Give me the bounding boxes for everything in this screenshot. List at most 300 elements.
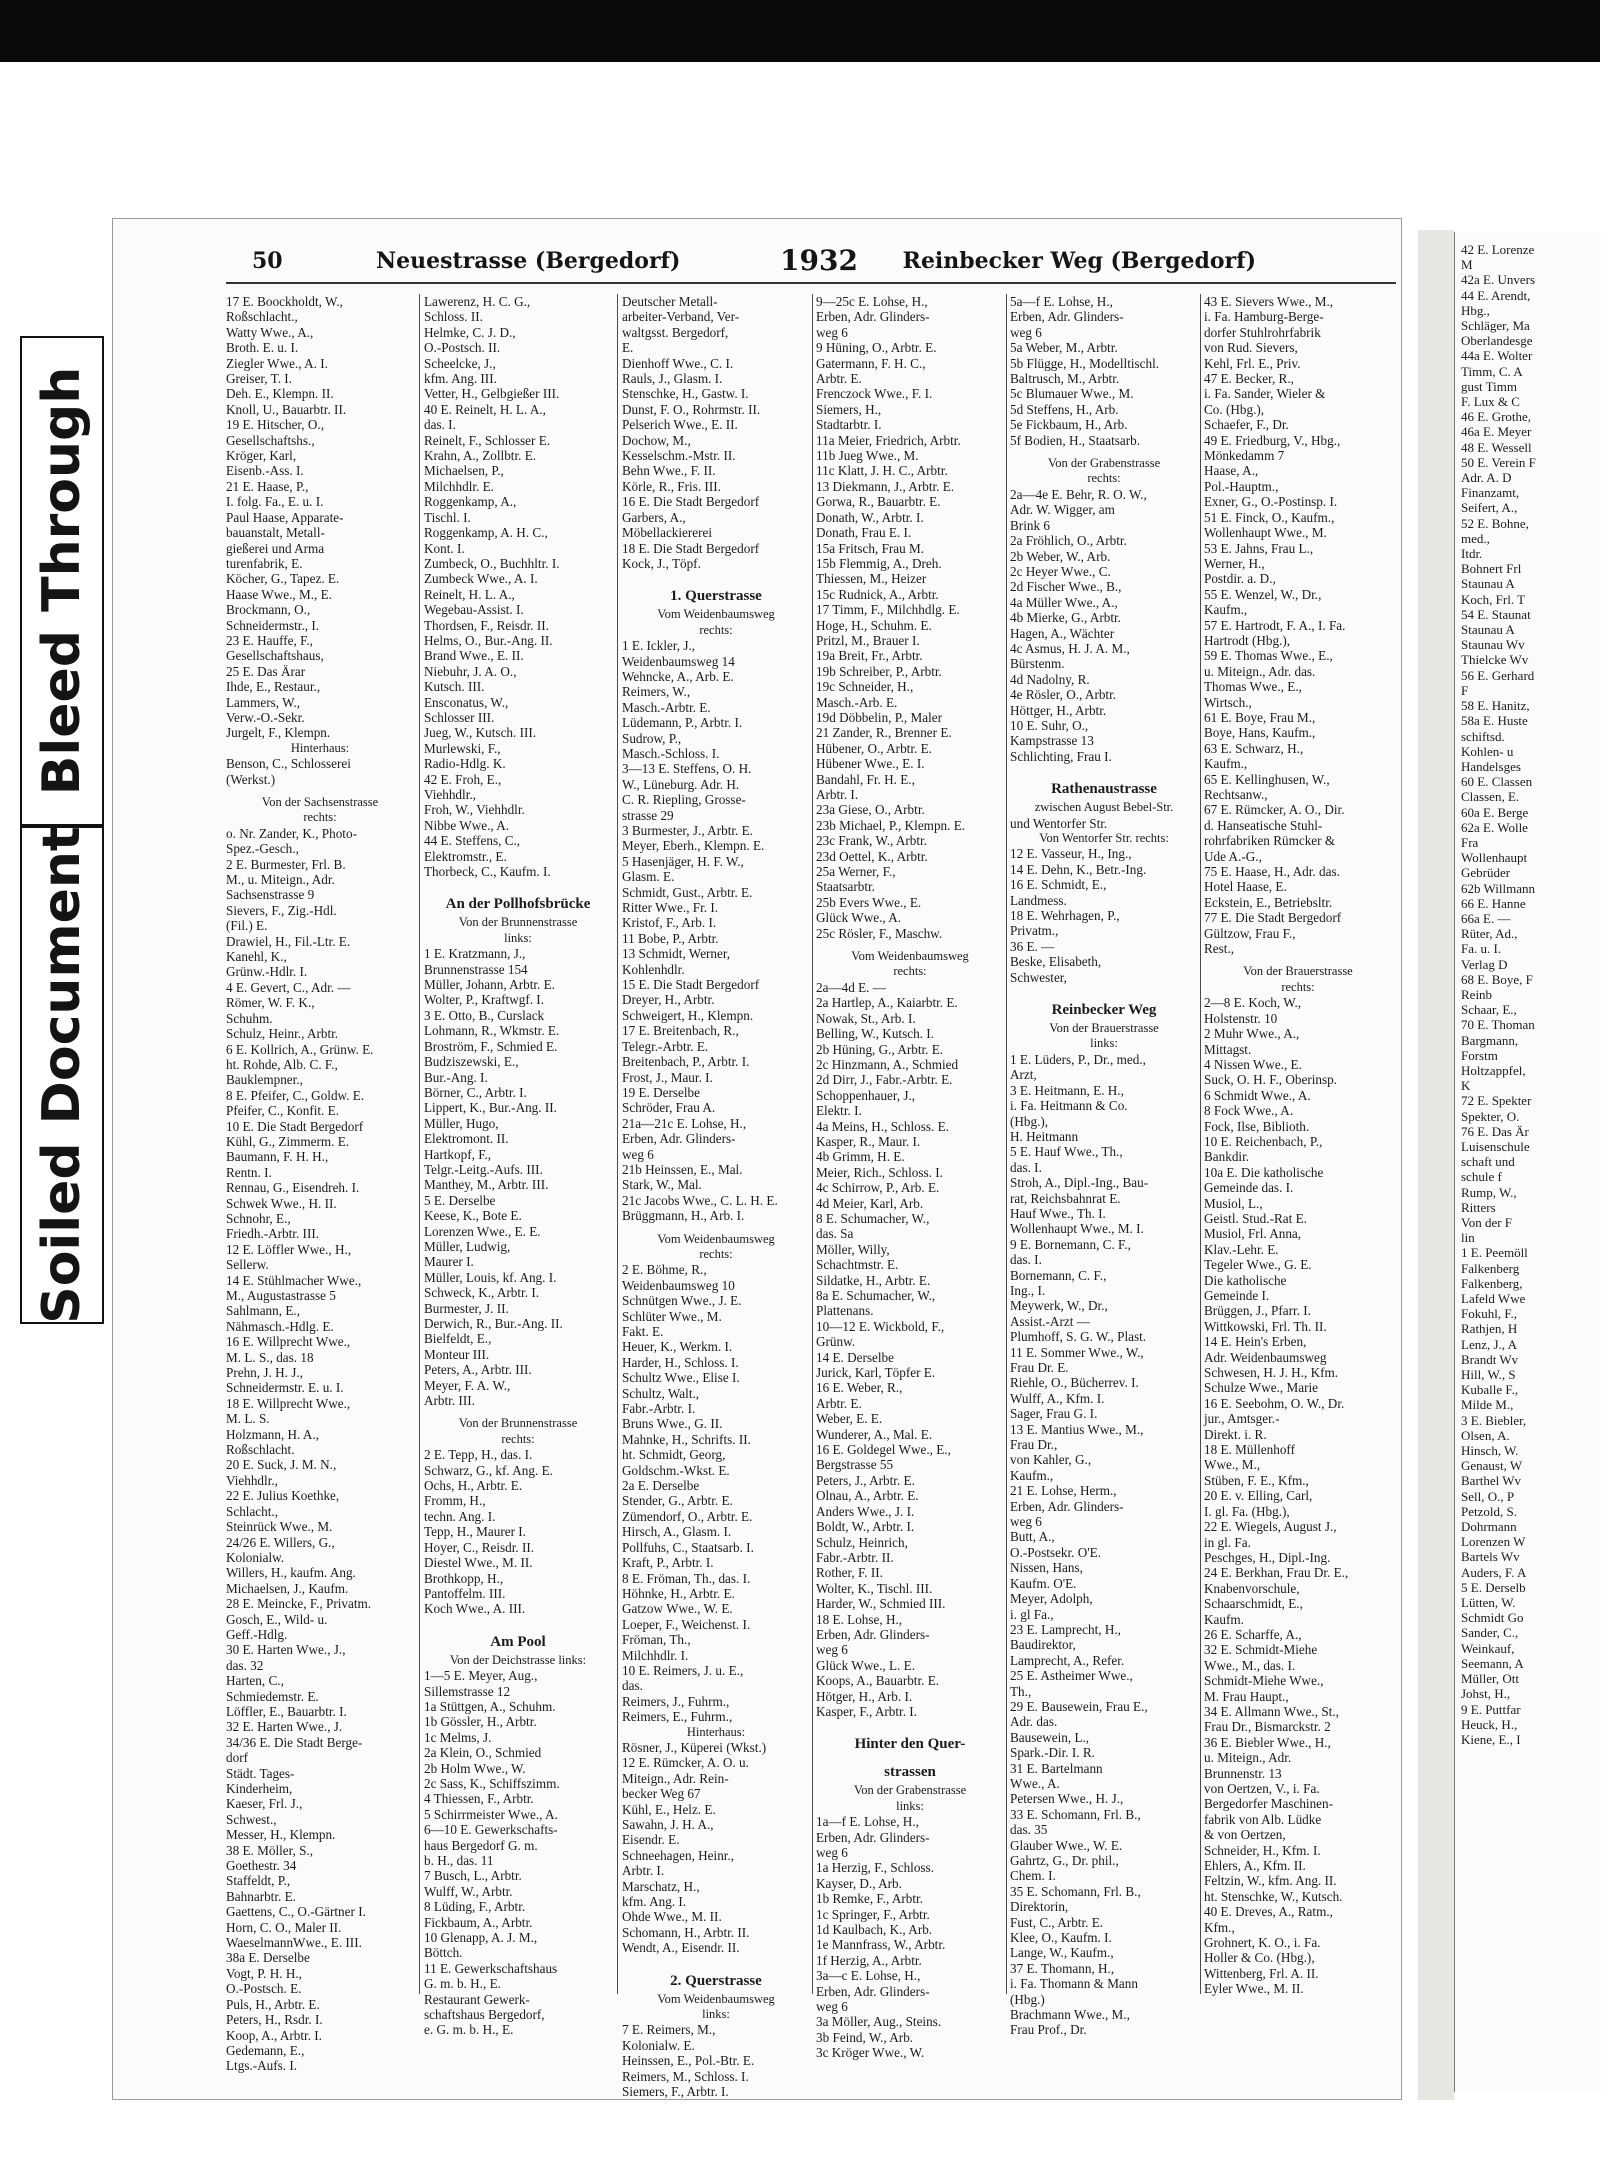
directory-entry: Boldt, W., Arbtr. I. xyxy=(816,1519,915,1535)
column-divider xyxy=(419,294,420,1994)
directory-entry: O.-Postsekr. O'E. xyxy=(1010,1544,1102,1560)
directory-entry: Frau Dr., Bismarckstr. 2 xyxy=(1204,1719,1331,1735)
directory-entry: 28 E. Meincke, F., Privatm. xyxy=(226,1596,372,1612)
directory-entry: Bürstenm. xyxy=(1010,656,1065,672)
directory-entry: Weidenbaumsweg 14 xyxy=(622,653,735,669)
directory-entry: Römer, W. F. K., xyxy=(226,995,315,1011)
directory-entry: 8 Fock Wwe., A. xyxy=(1204,1103,1294,1119)
directory-entry: 62a E. Wolle xyxy=(1461,819,1528,835)
directory-entry: Dohrmann xyxy=(1461,1519,1517,1535)
directory-entry: Klav.-Lehr. E. xyxy=(1204,1241,1279,1257)
directory-entry: 77 E. Die Stadt Bergedorf xyxy=(1204,910,1342,926)
directory-entry: 14 E. Stühlmacher Wwe., xyxy=(226,1272,362,1288)
directory-entry: rohrfabriken Rümcker & xyxy=(1204,833,1336,849)
directory-entry: Kristof, F., Arb. I. xyxy=(622,915,717,931)
directory-entry: Mönkedamm 7 xyxy=(1204,448,1285,464)
directory-entry: 2 Muhr Wwe., A., xyxy=(1204,1026,1300,1042)
directory-entry: Verw.-O.-Sekr. xyxy=(226,709,305,725)
directory-entry: 1 E. Ickler, J., xyxy=(622,638,696,654)
directory-entry: (Werkst.) xyxy=(226,771,276,787)
directory-entry: Timm, C. A xyxy=(1461,363,1523,379)
directory-entry: Rüter, Ad., xyxy=(1461,926,1518,942)
directory-entry: 53 E. Jahns, Frau L., xyxy=(1204,540,1314,556)
directory-entry: 46a E. Meyer xyxy=(1461,424,1532,440)
directory-entry: 4 Thiessen, F., Arbtr. xyxy=(424,1791,534,1807)
directory-entry: Bergedorfer Maschinen- xyxy=(1204,1796,1334,1812)
directory-entry: Elektr. I. xyxy=(816,1103,862,1119)
directory-entry: 8 E. Schumacher, W., xyxy=(816,1210,930,1226)
directory-entry: Ensconatus, W., xyxy=(424,694,509,710)
directory-entry: 47 E. Becker, R., xyxy=(1204,371,1294,387)
directory-entry: Olnau, A., Arbtr. E. xyxy=(816,1488,919,1504)
directory-entry: i. Fa. Thomann & Mann xyxy=(1010,1976,1138,1992)
directory-entry: Dunst, F. O., Rohrmstr. II. xyxy=(622,401,761,417)
directory-entry: Kaufm., xyxy=(1010,1467,1054,1483)
directory-entry: 18 E. Müllenhoff xyxy=(1204,1442,1295,1458)
directory-entry: 17 Timm, F., Milchhdlg. E. xyxy=(816,602,960,618)
directory-entry: Schloss. II. xyxy=(424,309,483,325)
street-heading: Ritters xyxy=(1461,1199,1496,1215)
directory-entry: Lange, W., Kaufm., xyxy=(1010,1945,1114,1961)
directory-entry: Brand Wwe., E. II. xyxy=(424,648,524,664)
page-number: 50 xyxy=(252,248,283,274)
directory-entry: Frau Dr. E. xyxy=(1010,1360,1069,1375)
directory-entry: 62b Willmann xyxy=(1461,880,1535,896)
directory-entry: 23 E. Hauffe, F., xyxy=(226,632,313,648)
directory-entry: 15b Flemmig, A., Dreh. xyxy=(816,555,942,571)
directory-entry: 22 E. Julius Koethke, xyxy=(226,1488,340,1504)
directory-entry: Wolter, K., Tischl. III. xyxy=(816,1580,933,1596)
directory-entry: Glauber Wwe., W. E. xyxy=(1010,1837,1123,1853)
directory-entry: Bargmann, xyxy=(1461,1032,1519,1048)
directory-entry: Schachtmstr. E. xyxy=(816,1257,899,1273)
directory-entry: Petersen Wwe., H. J., xyxy=(1010,1791,1124,1807)
directory-entry: Sellerw. xyxy=(226,1257,269,1273)
directory-entry: Kohlenhdlr. xyxy=(622,961,685,977)
directory-entry: 16 E. Goldegel Wwe., E., xyxy=(816,1442,951,1458)
directory-entry: 75 E. Haase, H., Adr. das. xyxy=(1204,864,1340,880)
directory-entry: Frau Prof., Dr. xyxy=(1010,2022,1087,2038)
directory-entry: Kehl, Frl. E., Priv. xyxy=(1204,355,1301,371)
directory-entry: 44 E. Steffens, C., xyxy=(424,833,521,849)
directory-entry: weg 6 xyxy=(622,1146,654,1162)
directory-entry: i. Fa. Heitmann & Co. xyxy=(1010,1098,1128,1114)
directory-entry: Deutscher Metall- xyxy=(622,294,718,309)
directory-entry: Auders, F. A xyxy=(1461,1564,1527,1580)
directory-entry: 2b Holm Wwe., W. xyxy=(424,1760,526,1776)
directory-entry: jur., Amtsger.- xyxy=(1204,1411,1280,1427)
directory-entry: becker Weg 67 xyxy=(622,1786,701,1802)
directory-entry: Maurer I. xyxy=(424,1254,474,1270)
directory-entry: 19c Schneider, H., xyxy=(816,679,914,695)
blank-line xyxy=(226,787,414,795)
directory-entry: Spez.-Gesch., xyxy=(226,841,299,857)
directory-entry: Baumann, F. H. H., xyxy=(226,1149,329,1165)
directory-entry: Kampstrasse 13 xyxy=(1010,733,1094,749)
directory-entry: Loeper, F., Weichenst. I. xyxy=(622,1616,751,1632)
directory-entry: 19a Breit, Fr., Arbtr. xyxy=(816,648,923,664)
directory-entry: von Rud. Sievers, xyxy=(1204,340,1298,356)
directory-entry: Adr. W. Wigger, am xyxy=(1010,502,1115,518)
directory-entry: 48 E. Wessell xyxy=(1461,439,1532,455)
directory-entry: 10 E. Suhr, O., xyxy=(1010,717,1089,733)
directory-entry: Jueg, W., Kutsch. III. xyxy=(424,725,537,741)
directory-entry: Fokuhl, F., xyxy=(1461,1306,1518,1322)
directory-entry: 2d Fischer Wwe., B., xyxy=(1010,579,1122,595)
directory-entry: Gorwa, R., Bauarbtr. E. xyxy=(816,494,941,510)
directory-entry: Stender, G., Arbtr. E. xyxy=(622,1493,733,1509)
directory-entry: Johst, H., xyxy=(1461,1686,1511,1702)
directory-column-6 xyxy=(1204,294,1392,1997)
directory-entry: weg 6 xyxy=(1010,324,1042,340)
directory-entry: Mittagst. xyxy=(1204,1041,1252,1057)
directory-entry: Wendt, A., Eisendr. II. xyxy=(622,1940,740,1956)
directory-entry: Koops, A., Bauarbtr. E. xyxy=(816,1673,940,1689)
directory-entry: o. Nr. Zander, K., Photo- xyxy=(226,825,357,841)
direction-note: Vom Weidenbaumsweg xyxy=(657,607,775,622)
directory-entry: Restaurant Gewerk- xyxy=(424,1991,530,2007)
directory-entry: 5 Hasenjäger, H. F. W., xyxy=(622,853,744,869)
directory-entry: Friedh.-Arbtr. III. xyxy=(226,1226,320,1242)
directory-entry: Müller, Louis, kf. Ang. I. xyxy=(424,1269,557,1285)
directory-entry: Telegr.-Arbtr. E. xyxy=(622,1038,709,1054)
directory-entry: 40 E. Reinelt, H. L. A., xyxy=(424,401,546,417)
directory-entry: Erben, Adr. Glinders- xyxy=(816,1983,930,1999)
directory-entry: Koch, Frl. T xyxy=(1461,591,1526,607)
directory-entry: 10 Glenapp, A. J. M., xyxy=(424,1930,538,1946)
directory-entry: Ing., I. xyxy=(1010,1282,1046,1298)
directory-entry: von Oertzen, V., i. Fa. xyxy=(1204,1781,1320,1796)
directory-entry: Gesellschaftshaus, xyxy=(226,648,324,664)
directory-entry: Barthel Wv xyxy=(1461,1473,1522,1489)
directory-entry: Schulze Wwe., Marie xyxy=(1204,1380,1319,1396)
directory-entry: Deh. E., Klempn. II. xyxy=(226,386,334,402)
directory-entry: M. Frau Haupt., xyxy=(1204,1688,1289,1704)
directory-entry: Brüggmann, H., Arb. I. xyxy=(622,1208,745,1224)
directory-entry: Handelsges xyxy=(1461,758,1521,774)
directory-entry: O.-Postsch. E. xyxy=(226,1981,302,1997)
directory-entry: Gesellschaftshs., xyxy=(226,432,315,448)
directory-entry: Brunnenstrasse 154 xyxy=(424,961,528,977)
directory-entry: 2c Heyer Wwe., C. xyxy=(1010,563,1111,579)
directory-entry: 54 E. Staunat xyxy=(1461,606,1531,622)
directory-entry: M xyxy=(1461,257,1473,273)
directory-entry: 4 E. Gevert, C., Adr. — xyxy=(226,979,351,995)
directory-entry: Siemers, F., Arbtr. I. xyxy=(622,2084,729,2100)
direction-note: Vom Weidenbaumsweg xyxy=(657,1991,775,2006)
directory-entry: 18 E. Wehrhagen, P., xyxy=(1010,908,1120,924)
directory-entry: Schmidt, Gust., Arbtr. E. xyxy=(622,884,753,900)
directory-entry: Paul Haase, Apparate- xyxy=(226,509,344,525)
directory-entry: Koop, A., Arbtr. I. xyxy=(226,2027,322,2043)
directory-entry: Donath, W., Arbtr. I. xyxy=(816,509,924,525)
directory-entry: Hotel Haase, E. xyxy=(1204,879,1287,895)
directory-entry: Hoge, H., Schuhm. E. xyxy=(816,617,932,633)
directory-column-5 xyxy=(1010,294,1198,2038)
directory-entry: i. gl Fa., xyxy=(1010,1606,1054,1622)
directory-entry: Derwich, R., Bur.-Ang. II. xyxy=(424,1316,563,1331)
street-heading: Reinbecker Weg xyxy=(1051,1002,1157,1019)
directory-entry: 11 E. Sommer Wwe., W., xyxy=(1010,1344,1144,1360)
directory-entry: Wulff, W., Arbtr. xyxy=(424,1883,513,1899)
directory-entry: Schomann, H., Arbtr. II. xyxy=(622,1924,750,1940)
directory-entry: 40 E. Dreves, A., Ratm., xyxy=(1204,1904,1333,1920)
directory-entry: Kinderheim, xyxy=(226,1781,293,1796)
directory-entry: Ohde Wwe., M. II. xyxy=(622,1909,722,1925)
directory-entry: Böttch. xyxy=(424,1945,463,1961)
directory-entry: Heinssen, E., Pol.-Btr. E. xyxy=(622,2053,755,2069)
directory-entry: Höhnke, H., Arbtr. E. xyxy=(622,1585,735,1601)
directory-entry: Schwesen, H. J. H., Kfm. xyxy=(1204,1365,1339,1381)
directory-entry: Schlacht., xyxy=(226,1503,279,1519)
directory-entry: 36 E. Biebler Wwe., H., xyxy=(1204,1734,1331,1750)
directory-entry: Wulff, A., Kfm. I. xyxy=(1010,1390,1105,1406)
directory-entry: schaft und xyxy=(1461,1154,1515,1170)
directory-entry: 3 E. Otto, B., Curslack xyxy=(424,1007,545,1023)
directory-entry: Erben, Adr. Glinders- xyxy=(816,1626,930,1642)
directory-entry: das. I. xyxy=(1010,1159,1042,1175)
directory-entry: M., Augustastrasse 5 xyxy=(226,1288,336,1303)
directory-entry: Diestel Wwe., M. II. xyxy=(424,1555,533,1571)
directory-entry: Rauls, J., Glasm. I. xyxy=(622,371,723,387)
directory-entry: Sahlmann, E., xyxy=(226,1303,300,1319)
directory-entry: gießerei und Arma xyxy=(226,540,325,556)
directory-entry: 72 E. Spekter xyxy=(1461,1093,1532,1109)
blank-line xyxy=(424,1408,612,1416)
directory-entry: Lenz, J., A xyxy=(1461,1336,1517,1352)
directory-entry: Goethestr. 34 xyxy=(226,1858,297,1874)
directory-entry: Steinrück Wwe., M. xyxy=(226,1519,333,1535)
directory-entry: ht. Rohde, Alb. C. F., xyxy=(226,1056,338,1072)
directory-entry: Rest., xyxy=(1204,941,1235,957)
directory-entry: & von Oertzen, xyxy=(1204,1827,1286,1843)
directory-entry: Grünw. xyxy=(816,1334,856,1350)
directory-entry: Sudrow, P., xyxy=(622,730,682,746)
directory-entry: 5 Schirrmeister Wwe., A. xyxy=(424,1806,558,1822)
directory-entry: 12 E. Löffler Wwe., H., xyxy=(226,1241,352,1257)
directory-entry: Jurgelt, F., Klempn. xyxy=(226,725,331,741)
directory-entry: Rump, W., xyxy=(1461,1184,1517,1200)
directory-entry: Börner, C., Arbtr. I. xyxy=(424,1084,527,1100)
directory-entry: Möller, Willy, xyxy=(816,1241,890,1257)
directory-entry: Thorbeck, C., Kaufm. I. xyxy=(424,864,551,880)
directory-entry: Horn, C. O., Maler II. xyxy=(226,1919,342,1935)
directory-entry: 25 E. Astheimer Wwe., xyxy=(1010,1668,1133,1684)
directory-entry: Stüben, F. E., Kfm., xyxy=(1204,1472,1309,1488)
directory-entry: Reimers, M., Schloss. I. xyxy=(622,2068,749,2084)
directory-entry: Kock, J., Töpf. xyxy=(622,555,701,571)
directory-entry: 15c Rudnick, A., Arbtr. xyxy=(816,586,939,602)
directory-entry: 42a E. Unvers xyxy=(1461,272,1536,288)
directory-entry: Harder, W., Schmied III. xyxy=(816,1596,946,1612)
directory-entry: Viehhdlr., xyxy=(226,1472,278,1488)
directory-entry: Sillemstrasse 12 xyxy=(424,1683,511,1699)
blank-line xyxy=(622,1956,810,1964)
directory-entry: Kühl, G., Zimmerm. E. xyxy=(226,1133,350,1149)
directory-entry: Th., xyxy=(1010,1683,1032,1699)
directory-entry: W., Lüneburg. Adr. H. xyxy=(622,776,740,792)
direction-note: Von der Deichstrasse links: xyxy=(449,1652,587,1667)
direction-note: rechts: xyxy=(893,964,927,979)
blank-line xyxy=(622,571,810,579)
blank-line xyxy=(424,1617,612,1625)
directory-entry: Wwe., A. xyxy=(1010,1775,1060,1791)
directory-entry: 35 E. Schomann, Frl. B., xyxy=(1010,1883,1141,1899)
directory-entry: 2b Weber, W., Arb. xyxy=(1010,548,1111,564)
directory-entry: Lippert, K., Bur.-Ang. II. xyxy=(424,1100,557,1116)
directory-entry: 13 E. Mantius Wwe., M., xyxy=(1010,1421,1144,1437)
directory-entry: Schneidermstr. E. u. I. xyxy=(226,1380,344,1396)
directory-entry: Keese, K., Bote E. xyxy=(424,1208,522,1224)
directory-entry: Gatermann, F. H. C., xyxy=(816,355,926,371)
directory-entry: Arbtr. III. xyxy=(424,1393,475,1409)
directory-entry: 2c Sass, K., Schiffszimm. xyxy=(424,1775,560,1791)
directory-entry: 49 E. Friedburg, V., Hbg., xyxy=(1204,432,1341,448)
directory-entry: G. m. b. H., E. xyxy=(424,1976,501,1992)
street-heading: Rathenaustrasse xyxy=(1051,781,1157,798)
directory-entry: schule f xyxy=(1461,1169,1502,1185)
directory-entry: M. L. S. xyxy=(226,1411,270,1427)
directory-entry: Wunderer, A., Mal. E. xyxy=(816,1426,933,1442)
directory-entry: Löffler, E., Bauarbtr. I. xyxy=(226,1703,347,1719)
direction-note: rechts: xyxy=(501,1431,535,1446)
direction-note: Vom Weidenbaumsweg xyxy=(851,949,969,964)
directory-entry: Geistl. Stud.-Rat E. xyxy=(1204,1210,1307,1226)
directory-entry: Rösner, J., Küperei (Wkst.) xyxy=(622,1739,767,1755)
directory-entry: Erben, Adr. Glinders- xyxy=(816,309,930,325)
directory-entry: 6—10 E. Gewerkschafts- xyxy=(424,1822,558,1838)
directory-entry: Nowak, St., Arb. I. xyxy=(816,1010,916,1026)
directory-entry: Fra xyxy=(1461,834,1479,850)
directory-entry: Boye, Hans, Kaufm., xyxy=(1204,725,1316,741)
directory-entry: 23d Oettel, K., Arbtr. xyxy=(816,848,928,864)
directory-entry: Falkenberg xyxy=(1461,1260,1520,1276)
directory-entry: Bartels Wv xyxy=(1461,1549,1520,1565)
directory-entry: 7 Busch, L., Arbtr. xyxy=(424,1868,522,1884)
directory-entry: 3 E. Biebler, xyxy=(1461,1412,1527,1428)
directory-entry: 21a—21c E. Lohse, H., xyxy=(622,1115,747,1131)
directory-entry: 21c Jacobs Wwe., C. L. H. E. xyxy=(622,1192,778,1208)
directory-entry: 25a Werner, F., xyxy=(816,864,896,880)
directory-entry: 1—5 E. Meyer, Aug., xyxy=(424,1668,538,1684)
directory-entry: Kaufm. xyxy=(1204,1611,1244,1627)
directory-entry: 23c Frank, W., Arbtr. xyxy=(816,833,927,849)
directory-entry: Schneidermstr., I. xyxy=(226,617,320,633)
year-heading: 1932 xyxy=(780,244,858,277)
directory-entry: Dreyer, H., Arbtr. xyxy=(622,992,715,1008)
directory-entry: Eisendr. E. xyxy=(622,1832,680,1848)
directory-entry: 18 E. Die Stadt Bergedorf xyxy=(622,540,760,556)
directory-entry: 59 E. Thomas Wwe., E., xyxy=(1204,648,1333,664)
directory-entry: Meyer, F. A. W., xyxy=(424,1377,511,1393)
directory-entry: H. Heitmann xyxy=(1010,1128,1079,1144)
directory-entry: F xyxy=(1461,682,1469,698)
directory-entry: Bur.-Ang. I. xyxy=(424,1069,488,1085)
directory-entry: Schmidt-Miehe Wwe., xyxy=(1204,1673,1324,1689)
directory-entry: Messer, H., Klempn. xyxy=(226,1827,336,1843)
directory-entry: Höttger, H., Arbtr. xyxy=(1010,702,1107,718)
directory-entry: Sander, C., xyxy=(1461,1625,1519,1641)
directory-entry: 52 E. Bohne, xyxy=(1461,515,1529,531)
directory-entry: Willers, H., kaufm. Ang. xyxy=(226,1565,356,1581)
directory-entry: dorf xyxy=(226,1750,248,1766)
directory-entry: Telgr.-Leitg.-Aufs. III. xyxy=(424,1161,543,1177)
directory-entry: 9—25c E. Lohse, H., xyxy=(816,294,928,309)
directory-entry: 18 E. Willprecht Wwe., xyxy=(226,1395,351,1411)
blank-line xyxy=(816,1719,1004,1727)
directory-entry: 5f Bodien, H., Staatsarb. xyxy=(1010,432,1141,448)
directory-entry: 25c Rösler, F., Maschw. xyxy=(816,925,943,941)
directory-entry: 25b Evers Wwe., E. xyxy=(816,894,922,910)
directory-entry: C. R. Riepling, Grosse- xyxy=(622,792,746,808)
directory-entry: Staffeldt, P., xyxy=(226,1873,291,1889)
directory-entry: Thiessen, M., Heizer xyxy=(816,571,927,587)
directory-entry: 2a Hartlep, A., Kaiarbtr. E. xyxy=(816,995,958,1011)
directory-entry: 5d Steffens, H., Arb. xyxy=(1010,401,1119,417)
directory-entry: Fromm, H., xyxy=(424,1493,486,1509)
directory-entry: 34 E. Allmann Wwe., St., xyxy=(1204,1703,1339,1719)
directory-entry: 21 Zander, R., Brenner E. xyxy=(816,725,952,741)
directory-entry: Musiol, L., xyxy=(1204,1195,1263,1211)
directory-entry: Grohnert, K. O., i. Fa. xyxy=(1204,1935,1321,1951)
street-heading: Am Pool xyxy=(490,1633,546,1650)
directory-entry: Radio-Hdlg. K. xyxy=(424,756,506,772)
directory-entry: 1 E. Peemöll xyxy=(1461,1245,1528,1261)
directory-entry: Drawiel, H., Fil.-Ltr. E. xyxy=(226,933,351,949)
directory-entry: Frau Dr., xyxy=(1010,1437,1058,1453)
directory-entry: Schlosser III. xyxy=(424,709,495,725)
directory-entry: 19 E. Derselbe xyxy=(622,1084,700,1100)
directory-entry: Arzt, xyxy=(1010,1067,1037,1083)
directory-entry: Helms, O., Bur.-Ang. II. xyxy=(424,632,553,648)
directory-entry: 22 E. Wiegels, August J., xyxy=(1204,1519,1337,1535)
directory-entry: Körle, R., Fris. III. xyxy=(622,478,721,494)
directory-entry: Hinsch, W. xyxy=(1461,1443,1519,1459)
directory-entry: 4a Meins, H., Schloss. E. xyxy=(816,1118,949,1134)
directory-entry: 11b Jueg Wwe., M. xyxy=(816,448,919,464)
directory-entry: Gaettens, C., O.-Gärtner I. xyxy=(226,1904,366,1920)
directory-entry: Nähmasch.-Hdlg. E. xyxy=(226,1318,334,1334)
directory-entry: M., u. Miteign., Adr. xyxy=(226,872,335,888)
directory-entry: Falkenberg, xyxy=(1461,1275,1523,1291)
directory-entry: Lamprecht, A., Refer. xyxy=(1010,1652,1125,1668)
directory-entry: Lorenzen Wwe., E. E. xyxy=(424,1223,541,1239)
directory-entry: 16 E. Die Stadt Bergedorf xyxy=(622,494,760,510)
directory-entry: Eisenb.-Ass. I. xyxy=(226,463,304,479)
directory-entry: Glasm. E. xyxy=(622,869,675,885)
direction-note: rechts: xyxy=(699,622,733,637)
directory-entry: 1e Mannfrass, W., Arbtr. xyxy=(816,1937,946,1953)
directory-entry: 4c Schirrow, P., Arb. E. xyxy=(816,1180,940,1196)
directory-entry: e. G. m. b. H., E. xyxy=(424,2022,514,2038)
directory-entry: Milchhdlr. I. xyxy=(622,1647,689,1663)
directory-entry: Fust, C., Arbtr. E. xyxy=(1010,1914,1104,1930)
direction-note: Hinterhaus: xyxy=(686,1724,746,1739)
directory-entry: Watty Wwe., A., xyxy=(226,324,314,340)
directory-entry: 2 E. Tepp, H., das. I. xyxy=(424,1447,533,1463)
bleed-through-label: Bleed Through xyxy=(32,366,92,796)
directory-entry: Vetter, H., Gelbgießer III. xyxy=(424,386,560,402)
directory-entry: Kolonialw. xyxy=(226,1549,285,1565)
directory-entry: Belling, W., Kutsch. I. xyxy=(816,1026,934,1042)
directory-entry: Jurick, Karl, Töpfer E. xyxy=(816,1365,936,1381)
directory-entry: 5a—f E. Lohse, H., xyxy=(1010,294,1113,309)
directory-entry: Sildatke, H., Arbtr. E. xyxy=(816,1272,931,1288)
directory-entry: M. L. S., das. 18 xyxy=(226,1349,314,1365)
directory-entry: Peters, A., Arbtr. III. xyxy=(424,1362,532,1378)
directory-entry: Lafeld Wwe xyxy=(1461,1291,1526,1307)
directory-entry: 8 Lüding, F., Arbtr. xyxy=(424,1899,526,1915)
